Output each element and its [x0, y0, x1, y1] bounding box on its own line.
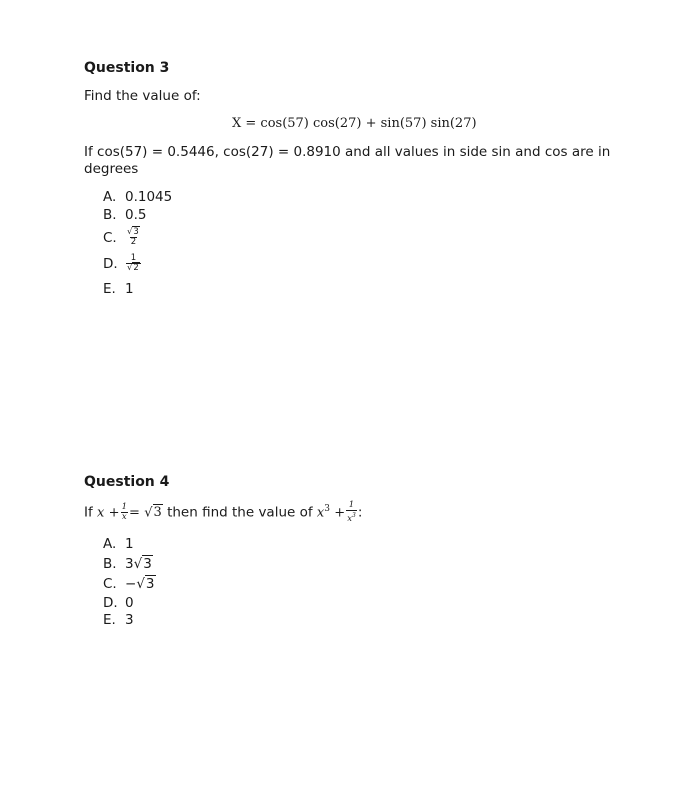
question-3-option-b[interactable]: [103, 206, 146, 224]
question-4-option-c[interactable]: [103, 575, 156, 593]
coefficient: 3: [125, 556, 134, 572]
fraction-1-over-sqrt2: [126, 254, 141, 273]
numerator: 1: [130, 253, 137, 263]
option-label: C.: [103, 576, 117, 592]
option-label: E.: [103, 612, 116, 628]
radicand: 3: [133, 227, 139, 237]
option-label: A.: [103, 536, 117, 552]
numerator: 1: [348, 500, 355, 510]
question-4-prompt: [84, 501, 362, 524]
exponent: 3: [352, 512, 356, 519]
question-3-option-c[interactable]: [103, 228, 142, 247]
fraction-sqrt3-over-2: [126, 228, 141, 247]
plus-sign: +: [108, 505, 120, 521]
option-label: C.: [103, 229, 117, 246]
question-4-option-b[interactable]: [103, 555, 153, 573]
option-text: 3: [125, 612, 134, 628]
option-text: 1: [125, 536, 134, 552]
var-x-cubed: x: [316, 505, 325, 521]
option-label: E.: [103, 281, 116, 297]
question-4-option-e[interactable]: [103, 611, 134, 629]
radicand: 3: [145, 576, 155, 592]
radical-sign: √: [127, 227, 133, 237]
question-3-title: Question 3: [84, 60, 170, 76]
option-label: D.: [103, 255, 118, 272]
option-text: 0: [125, 595, 134, 611]
fraction-1-over-x-cubed: [346, 501, 357, 524]
question-3-prompt: Find the value of:: [84, 88, 201, 104]
question-4-title: Question 4: [84, 474, 170, 490]
option-label: A.: [103, 189, 117, 205]
denominator: x: [347, 513, 352, 524]
minus-sign: −: [125, 576, 137, 592]
plus-sign: +: [334, 505, 346, 521]
question-3-equation: X = cos(57) cos(27) + sin(57) sin(27): [232, 116, 477, 131]
colon: :: [357, 504, 363, 521]
numerator: 1: [121, 501, 127, 512]
denominator: x: [121, 511, 127, 522]
exponent: 3: [324, 503, 330, 514]
equals-sign: =: [129, 505, 140, 521]
question-3-option-e[interactable]: [103, 280, 134, 298]
question-3-option-a[interactable]: [103, 188, 172, 206]
option-label: B.: [103, 556, 117, 572]
radical-sign: √: [136, 576, 145, 592]
radical-sign: √: [133, 556, 143, 572]
radical-sign: √: [127, 263, 133, 273]
radicand: 3: [153, 505, 162, 521]
question-4-option-a[interactable]: [103, 535, 134, 553]
radicand: 3: [143, 556, 152, 572]
option-text: 0.1045: [125, 189, 173, 205]
question-3-option-d[interactable]: [103, 254, 142, 273]
radical-sign: √: [144, 505, 153, 521]
denominator: 2: [130, 237, 137, 247]
question-3-given-line-2: degrees: [84, 161, 139, 177]
prompt-if: If: [84, 504, 93, 521]
fraction-1-over-x: [121, 503, 128, 522]
question-4-option-d[interactable]: [103, 594, 134, 612]
option-label: D.: [103, 595, 118, 611]
var-x: x: [97, 505, 105, 521]
radicand: 2: [133, 263, 139, 273]
question-3-given-line-1: If cos(57) = 0.5446, cos(27) = 0.8910 and all values in side sin and cos are in: [84, 144, 611, 160]
option-text: 0.5: [125, 207, 147, 223]
option-text: 1: [125, 281, 134, 297]
then-text: then find the value of: [167, 504, 313, 521]
option-label: B.: [103, 207, 117, 223]
